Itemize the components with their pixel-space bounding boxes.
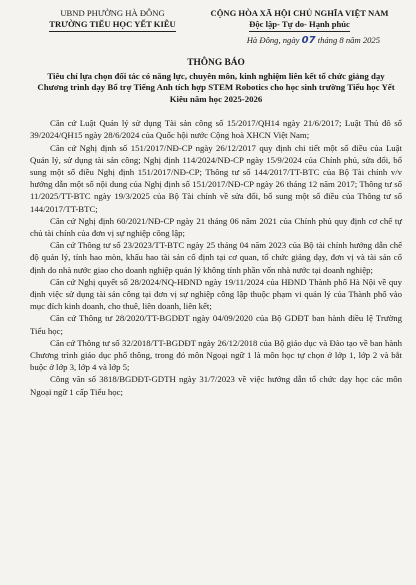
document-subject: Tiêu chí lựa chọn đối tác có năng lực, chuyên môn, kinh nghiệm liên kết tổ chức giảng dạy Chương trình dạy Bổ trợ Tiếng Anh tích hợp STEM Robotics cho học sinh trường Tiểu học Yết Kiêu năm học 2025-2026: [37, 71, 395, 104]
issuing-organization: [30, 8, 195, 32]
motto: Độc lập- Tự do- Hạnh phúc: [249, 19, 350, 32]
paragraph: Công văn số 3818/BGDĐT-GDTH ngày 31/7/2023 về việc hướng dẫn tổ chức dạy học các môn Ngoại ngữ 1 cấp Tiểu học;: [30, 374, 402, 397]
nation-name: CỘNG HÒA XÃ HỘI CHỦ NGHĨA VIỆT NAM: [210, 8, 389, 18]
paragraph: Căn cứ Luật Quản lý sử dụng Tài sản công số 15/2017/QH14 ngày 21/6/2017; Luật Thủ đô số 39/2024/QH15 ngày 28/6/2024 của Quốc hội nước Cộng hoà XHCN Việt Nam;: [30, 118, 402, 141]
document-title: THÔNG BÁO: [187, 58, 245, 68]
paragraph: Căn cứ Nghị quyết số 28/2024/NQ-HĐND ngày 19/11/2024 của HĐND Thành phố Hà Nội về quy định việc sử dụng tài sản công tại đơn vị sự nghiệp công lập thuộc phạm vi quản lý của Thành phố vào mục đích kinh doanh, cho thuê, liên doanh, liên kết;: [30, 276, 402, 312]
document-body: [30, 117, 402, 398]
org-line1: UBND PHƯỜNG HÀ ĐÔNG: [60, 8, 165, 18]
paragraph: Căn cứ Nghị định 60/2021/NĐ-CP ngày 21 tháng 06 năm 2021 của Chính phủ quy định cơ chế tự chủ tài chính của đơn vị sự nghiệp công lập;: [30, 215, 402, 239]
issue-date: [30, 35, 402, 46]
date-prefix: Hà Đông, ngày: [246, 35, 302, 45]
handwritten-day: 07: [301, 35, 316, 46]
paragraph: Căn cứ Thông tư số 23/2023/TT-BTC ngày 25 tháng 04 năm 2023 của Bộ tài chính hướng dẫn chế độ quản lý, tính hao mòn, khấu hao tài sản cố định tại cơ quan, tổ chức giảng dạy, đơn vị và tài sản cố định do nhà nước giao cho doanh nghiệp quản lý không tính phần vốn nhà nước tại doanh nghiệp;: [30, 240, 402, 275]
paragraph: Căn cứ Thông tư số 32/2018/TT-BGDĐT ngày 26/12/2018 của Bộ giáo dục và Đào tạo về ban hành Chương trình giáo dục phổ thông, trong đó môn Ngoại ngữ 1 là môn học tự chọn ở lớp 1, lớp 2 và bắt buộc ở lớp 3, lớp 4 và lớp 5;: [30, 337, 402, 373]
org-line2: TRƯỜNG TIỂU HỌC YẾT KIÊU: [49, 19, 176, 32]
paragraph: Căn cứ Thông tư 28/2020/TT-BGDĐT ngày 04/09/2020 của Bộ GDĐT ban hành điều lệ Trường Tiểu học;: [30, 313, 402, 336]
document-header: [30, 8, 402, 32]
paragraph: Căn cứ Nghị định số 151/2017/NĐ-CP ngày 26/12/2017 quy định chi tiết một số điều của Luật Quản lý, sử dụng tài sản công; Nghị định 114/2024/NĐ-CP ngày 15/9/2024 của Chính phủ, sửa đổi, bổ sung một số điều Nghị định 151/2017/NĐ-CP; Thông tư số 144/2017/TT-BTC của Bộ Tài chính v/v hướng dẫn một số nội dung của Nghị định số 151/2017/NĐ-CP ngày 26 tháng 12 năm 2017; Thông tư số 11/2025/TT-BTC ngày 19/3/2025 của Bộ Tài chính về sửa đổi, bổ sung một số điều của Thông tư số 144/2017/TT-BTC;: [30, 142, 402, 214]
date-suffix: tháng 8 năm 2025: [315, 35, 380, 45]
national-heading: [197, 8, 402, 32]
